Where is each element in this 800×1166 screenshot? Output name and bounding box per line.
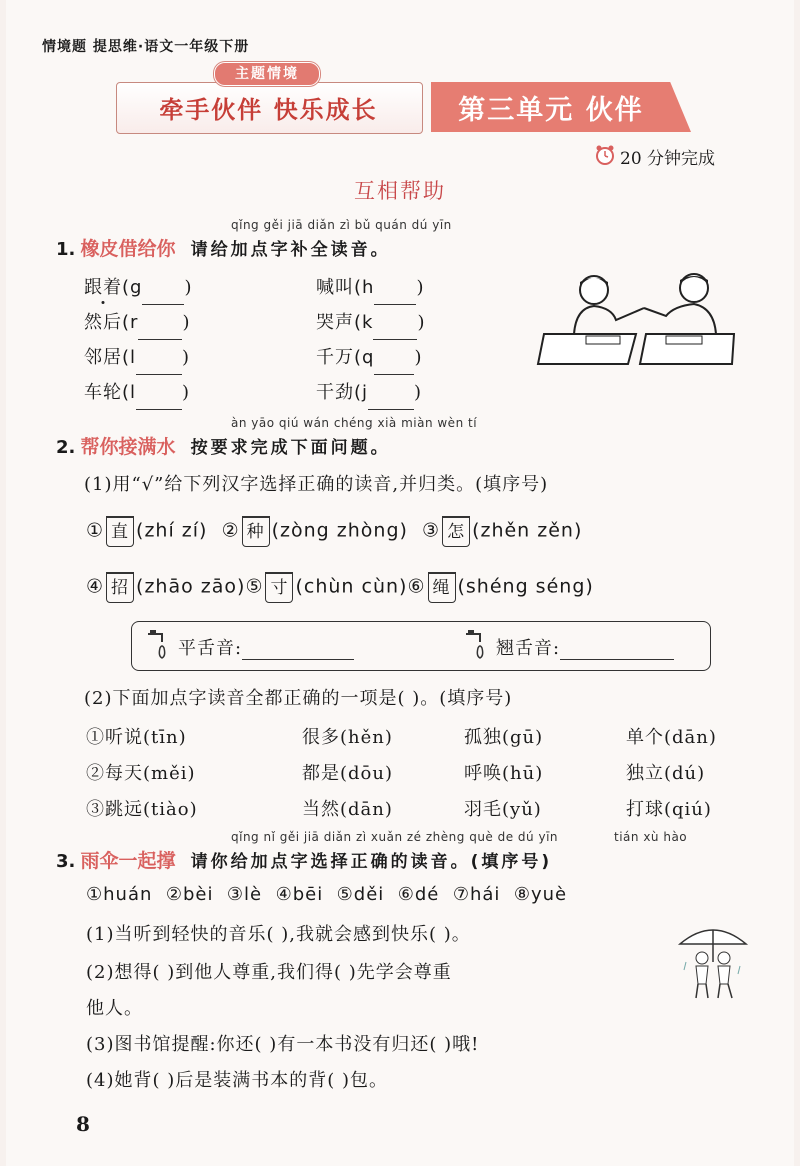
q1-suffix: ) [417, 312, 426, 333]
q1-item [316, 270, 425, 305]
q1-word: 车轮 [84, 382, 122, 403]
option-row [86, 792, 766, 828]
flat-tongue-row [178, 634, 354, 660]
umbrella-kids-illustration [676, 922, 750, 1002]
q3-pinyin: qǐng nǐ gěi jiā diǎn zì xuǎn zé zhèng què de dú yīn [231, 830, 559, 844]
answer-blank[interactable] [136, 409, 182, 410]
option-cell: ②每天(měi) [86, 763, 196, 784]
q1-suffix: ) [416, 277, 425, 298]
q1-prefix: (j [354, 382, 369, 403]
q1-title: 橡皮借给你 [80, 238, 176, 260]
q3-pinyin-2: tián xù hào [614, 830, 688, 844]
q3-number: 3. [56, 851, 76, 872]
q1-word: 千万 [316, 347, 354, 368]
option-cell: ①听说(tīn) [86, 727, 187, 748]
q1-word: 干劲 [316, 382, 354, 403]
char-pinyin-options[interactable]: (zhěn zěn) [472, 519, 583, 542]
flat-tongue-label: 平舌音: [178, 638, 243, 659]
q3-sentence-3: (3)图书馆提醒:你还( )有一本书没有归还( )哦! [86, 1034, 480, 1055]
answer-blank[interactable] [242, 659, 354, 660]
q1-suffix: ) [184, 277, 193, 298]
q3-heading [56, 846, 552, 873]
q1-left-column [84, 270, 192, 410]
retroflex-row [496, 634, 674, 660]
char-pinyin-options[interactable]: (zhí zí) [136, 519, 208, 542]
q1-word: 邻居 [84, 347, 122, 368]
q1-heading [56, 234, 391, 261]
q1-prefix: (h [354, 277, 375, 298]
q1-suffix: ) [414, 347, 423, 368]
q2-instruction: 按要求完成下面问题。 [190, 438, 391, 458]
q1-item [84, 305, 192, 340]
alarm-clock-icon [594, 144, 616, 166]
q1-suffix: ) [414, 382, 423, 403]
option-cell: 呼唤(hū) [464, 763, 544, 784]
section-title: 互相帮助 [354, 179, 446, 203]
option-cell: 独立(dú) [626, 763, 706, 784]
q1-prefix: (g [122, 277, 143, 298]
option-row [86, 756, 766, 792]
theme-tag: 主题情境 [214, 62, 320, 86]
q1-prefix: (k [354, 312, 374, 333]
q1-item [316, 305, 425, 340]
q2-char-row-1 [86, 516, 582, 547]
q1-word: 哭声 [316, 312, 354, 333]
q3-sentence-2b: 他人。 [86, 998, 143, 1019]
q1-right-column [316, 270, 425, 410]
bucket-char: 寸 [265, 572, 293, 603]
q1-item [84, 375, 192, 410]
bucket-char: 绳 [428, 572, 456, 603]
faucet-icon [464, 628, 488, 662]
option-cell: ③跳远(tiào) [86, 799, 198, 820]
faucet-icon [146, 628, 170, 662]
option-cell: 都是(dōu) [302, 763, 393, 784]
option-cell: 很多(hěn) [302, 727, 393, 748]
option-row [86, 720, 766, 756]
q1-word: 喊叫 [316, 277, 354, 298]
q1-prefix: (r [122, 312, 139, 333]
item-number: ① [86, 519, 105, 542]
item-number: ⑤ [245, 575, 264, 598]
item-number: ⑥ [407, 575, 426, 598]
q2-heading [56, 432, 391, 459]
workbook-page [6, 0, 794, 1166]
q1-item [316, 340, 425, 375]
q2-title: 帮你接满水 [80, 436, 176, 458]
q1-word: 跟着 [84, 277, 122, 298]
page-number: 8 [76, 1112, 90, 1136]
option-cell: 单个(dān) [626, 727, 717, 748]
item-number: ② [221, 519, 240, 542]
bucket-char: 直 [106, 516, 134, 547]
char-pinyin-options[interactable]: (shéng séng) [457, 575, 594, 598]
q1-word: 然后 [84, 312, 122, 333]
bucket-char: 怎 [442, 516, 470, 547]
char-pinyin-options[interactable]: (zòng zhòng) [271, 519, 408, 542]
q2-part2: (2)下面加点字读音全都正确的一项是( )。(填序号) [84, 688, 513, 709]
answer-blank[interactable] [560, 659, 674, 660]
answer-blank[interactable] [368, 409, 414, 410]
option-cell: 打球(qiú) [626, 799, 712, 820]
q1-suffix: ) [182, 347, 191, 368]
retroflex-label: 翘舌音: [496, 638, 561, 659]
unit-title: 第三单元 伙伴 [458, 95, 644, 126]
time-limit: 20 分钟完成 [620, 149, 716, 169]
q1-prefix: (l [122, 347, 137, 368]
q1-instruction: 请给加点字补全读音。 [190, 240, 391, 260]
q2-pinyin: àn yāo qiú wán chéng xià miàn wèn tí [231, 416, 478, 430]
theme-title: 牵手伙伴 快乐成长 [159, 96, 378, 124]
q3-title: 雨伞一起撑 [80, 850, 176, 872]
kids-sharing-illustration [536, 272, 736, 368]
q1-item [316, 375, 425, 410]
q1-item [84, 340, 192, 375]
q1-suffix: ) [182, 382, 191, 403]
series-header: 情境题 提思维·语文一年级下册 [42, 39, 250, 55]
q2-char-row-2 [86, 572, 594, 603]
q2-part1: (1)用“√”给下列汉字选择正确的读音,并归类。(填序号) [84, 474, 549, 495]
bucket-char: 种 [242, 516, 270, 547]
q2-number: 2. [56, 437, 76, 458]
q2-options-table [86, 720, 766, 828]
option-cell: 孤独(gū) [464, 727, 544, 748]
q3-instruction: 请你给加点字选择正确的读音。(填序号) [190, 852, 553, 872]
char-pinyin-options[interactable]: (zhāo zāo) [136, 575, 246, 598]
char-pinyin-options[interactable]: (chùn cùn) [295, 575, 408, 598]
q1-number: 1. [56, 239, 76, 260]
q3-sentence-4: (4)她背( )后是装满书本的背( )包。 [86, 1070, 389, 1091]
item-number: ③ [422, 519, 441, 542]
q1-prefix: (l [122, 382, 137, 403]
q3-sentence-2a: (2)想得( )到他人尊重,我们得( )先学会尊重 [86, 962, 452, 983]
option-cell: 当然(dān) [302, 799, 393, 820]
q3-options: ①huán ②bèi ③lè ④bēi ⑤děi ⑥dé ⑦hái ⑧yuè [86, 884, 568, 905]
q1-prefix: (q [354, 347, 375, 368]
q3-sentence-1: (1)当听到轻快的音乐( ),我就会感到快乐( )。 [86, 924, 471, 945]
item-number: ④ [86, 575, 105, 598]
q1-pinyin: qǐng gěi jiā diǎn zì bǔ quán dú yīn [231, 218, 452, 232]
option-cell: 羽毛(yǔ) [464, 799, 542, 820]
q1-item [84, 270, 192, 305]
bucket-char: 招 [106, 572, 134, 603]
q1-suffix: ) [182, 312, 191, 333]
